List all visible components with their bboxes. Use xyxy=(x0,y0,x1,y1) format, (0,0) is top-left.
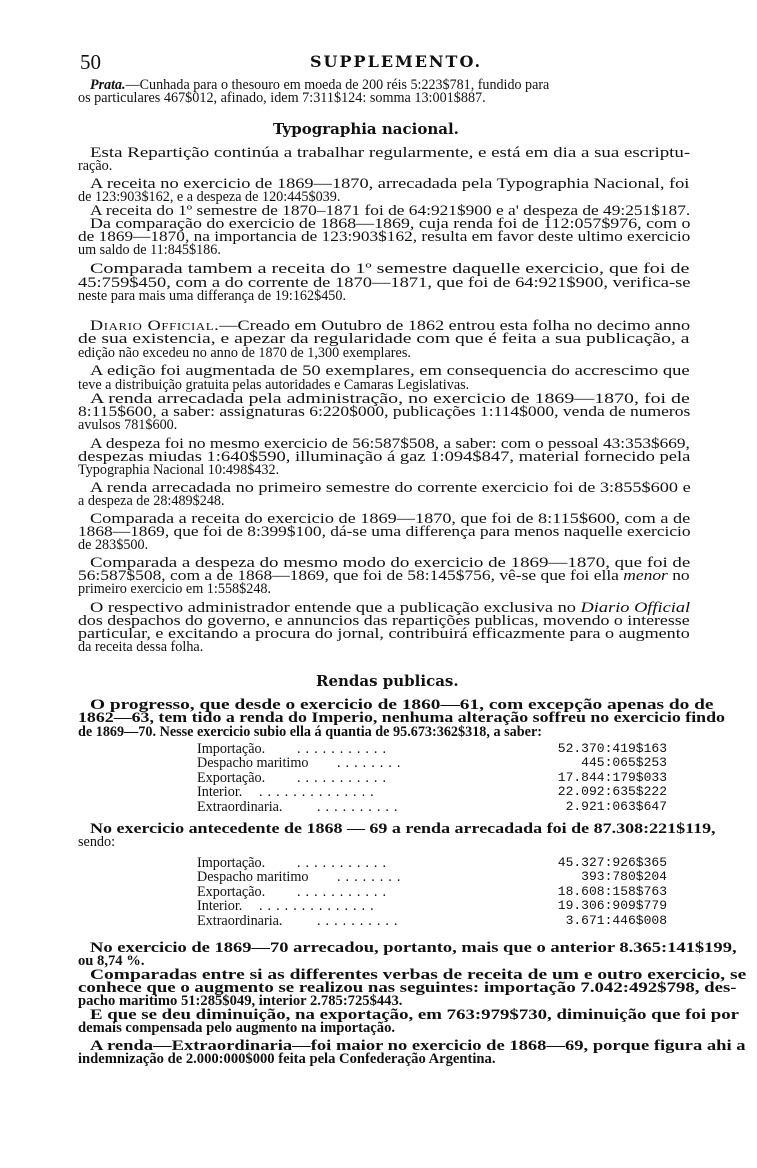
text-line: ou 8,74 %. xyxy=(78,953,145,969)
leader-dots: .............. xyxy=(259,784,379,801)
text-line: de 1869—1870, na importancia de 123:903$162, resulta em favor deste ultimo exercicio xyxy=(78,229,691,245)
text-line: 45:759$450, com a do corrente de 1870—1871, que foi de 64:921$900, verifica-se xyxy=(78,275,691,291)
leader-dots: ........ xyxy=(337,755,406,772)
text-line: de 1869—70. Nesse exercicio subio ella á quantia de 95.673:362$318, a saber: xyxy=(78,724,542,740)
row-value: 393:780$204 xyxy=(581,869,667,885)
text-line: Comparadas entre si as differentes verbas de receita de um e outro exercicio, se xyxy=(90,967,747,983)
text-line: sendo: xyxy=(78,834,116,850)
text-line: teve a distribuição gratuita pelas autoridades e Camaras Legislativas. xyxy=(78,377,470,393)
section-heading-typographia: Typographia nacional. xyxy=(273,120,459,138)
diario-label: Diario Official. xyxy=(90,318,220,334)
text-line: 8:115$600, a saber: assignaturas 6:220$000, publicações 1:114$000, venda de numeros xyxy=(78,404,691,420)
row-value: 52.370:419$163 xyxy=(557,741,667,756)
text-line: particular, e excitando a procura do jornal, contribuirá efficazmente para o augmento xyxy=(78,626,690,642)
row-value: 2.921:063$647 xyxy=(565,798,667,814)
table-row xyxy=(197,756,667,770)
text-line: demais compensada pelo augmento na importação. xyxy=(78,1020,396,1036)
text-line: E que se deu diminuição, na exportação, em 763:979$730, diminuição que foi por xyxy=(90,1007,740,1023)
text-line: conhece que o augmento se realizou nas seguintes: importação 7.042:492$798, des- xyxy=(78,980,737,996)
row-value: 17.844:179$033 xyxy=(557,769,667,785)
text-line: A edição foi augmentada de 50 exemplares, em consequencia do accrescimo que xyxy=(90,363,690,379)
row-label: Exportação. xyxy=(197,883,266,900)
row-label: Exportação. xyxy=(197,769,266,786)
text-line: Da comparação do exercicio de 1868—1869, cuja renda foi de 112:057$976, com o xyxy=(90,216,691,232)
table-row xyxy=(197,885,667,899)
text-line: O respectivo administrador entende que a publicação exclusiva no Diario Official xyxy=(90,600,691,616)
prata-label: Prata. xyxy=(90,77,126,93)
text-line: dos despachos do governo, e annuncios das repartições publicas, movendo o interesse xyxy=(78,613,690,629)
leader-dots: .......... xyxy=(317,798,403,815)
row-label: Despacho maritimo xyxy=(197,869,309,886)
row-label: Extraordinaria. xyxy=(197,912,283,929)
row-value: 18.608:158$763 xyxy=(557,883,667,899)
revenue-table-1869-70 xyxy=(197,742,667,814)
text-line: despezas miudas 1:640$590, illuminação á gaz 1:094$847, material fornecido pela xyxy=(78,449,691,465)
table-row xyxy=(197,914,667,928)
text-line: de 123:903$162, e a despeza de 120:445$039. xyxy=(78,189,341,205)
prata-text: —Cunhada para o thesouro em moeda de 200 réis 5:223$781, fundido para xyxy=(125,77,550,93)
leader-dots: ........... xyxy=(297,855,392,871)
row-label: Interior. xyxy=(197,898,243,915)
text-line: da receita dessa folha. xyxy=(78,639,204,655)
text-line: No exercicio de 1869—70 arrecadou, portanto, mais que o anterior 8.365:141$199, xyxy=(90,940,737,956)
text-line: de 283$500. xyxy=(78,537,149,553)
row-value: 45.327:926$365 xyxy=(557,855,667,870)
text-line: 1862—63, tem tido a renda do Imperio, nenhuma alteração soffreu no exercicio findo xyxy=(78,710,725,726)
text-line: de sua existencia, e apezar da regularidade com que é feita a sua publicação, a xyxy=(78,331,690,347)
revenue-table-1868-69 xyxy=(197,856,667,928)
leader-dots: ........... xyxy=(297,769,392,786)
row-label: Extraordinaria. xyxy=(197,798,283,815)
table-row xyxy=(197,785,667,799)
text-line: A receita no exercicio de 1869—1870, arrecadada pela Typographia Nacional, foi xyxy=(90,176,690,192)
row-value: 19.306:909$779 xyxy=(557,898,667,914)
leader-dots: .......... xyxy=(317,912,403,929)
text-line: neste para mais uma differança de 19:162$450. xyxy=(78,288,347,304)
text-line: um saldo de 11:845$186. xyxy=(78,242,221,258)
table-row xyxy=(197,771,667,785)
page-number: 50 xyxy=(80,50,101,74)
leader-dots: ........... xyxy=(297,741,392,757)
table-row xyxy=(197,800,667,814)
row-value: 22.092:635$222 xyxy=(557,784,667,800)
text-line: Comparada a receita do exercicio de 1869—1870, que foi de 8:115$600, com a de xyxy=(90,511,691,527)
table-row xyxy=(197,856,667,870)
text-line: a despeza de 28:489$248. xyxy=(78,493,225,509)
text-line: Comparada a despeza do mesmo modo do exercicio de 1869—1870, que foi de xyxy=(90,555,691,571)
text-line: A renda arrecadada pela administração, no exercicio de 1869—1870, foi de xyxy=(90,391,690,407)
text-line: O progresso, que desde o exercicio de 1860—61, com excepção apenas do de xyxy=(90,697,714,713)
row-label: Importação. xyxy=(197,741,266,757)
running-title: SUPPLEMENTO. xyxy=(310,52,483,71)
text-line: ração. xyxy=(78,158,113,174)
table-row xyxy=(197,742,667,756)
text-line: A despeza foi no mesmo exercicio de 56:587$508, a saber: com o pessoal 43:353$669, xyxy=(90,436,690,452)
text-line: Typographia Nacional 10:498$432. xyxy=(78,462,280,478)
row-value: 445:065$253 xyxy=(581,755,667,771)
text-line: Comparada tambem a receita do 1º semestre daquelle exercicio, que foi de xyxy=(90,261,690,277)
text-line: Esta Repartição continúa a trabalhar regularmente, e está em dia a sua escriptu- xyxy=(90,145,691,161)
text-line: avulsos 781$600. xyxy=(78,417,178,433)
text-line: A renda—Extraordinaria—foi maior no exercicio de 1868—69, porque figura ahi a xyxy=(90,1038,746,1054)
prata-line-2: os particulares 467$012, afinado, idem 7:311$124: somma 13:001$887. xyxy=(78,90,486,106)
text-line: A receita do 1º semestre de 1870–1871 foi de 64:921$900 e a' despeza de 49:251$187. xyxy=(90,203,691,219)
row-value: 3.671:446$008 xyxy=(565,912,667,928)
text-line: 1868—1869, que foi de 8:399$100, dá-se uma differença para menos naquelle exercicio xyxy=(78,524,691,540)
table-row xyxy=(197,870,667,884)
section-heading-rendas: Rendas publicas. xyxy=(316,672,459,690)
row-label: Interior. xyxy=(197,784,243,801)
text-line: edição não excedeu no anno de 1870 de 1,300 exemplares. xyxy=(78,345,411,361)
table-row xyxy=(197,899,667,913)
leader-dots: ........ xyxy=(337,869,406,886)
text-line: primeiro exercicio em 1:558$248. xyxy=(78,581,272,597)
row-label: Importação. xyxy=(197,855,266,871)
text-line: A renda arrecadada no primeiro semestre do corrente exercicio foi de 3:855$600 e xyxy=(90,480,691,496)
text-line: 56:587$508, com a de 1868—1869, que foi de 58:145$756, vê-se que foi ella menor no xyxy=(78,568,690,584)
leader-dots: ........... xyxy=(297,883,392,900)
leader-dots: .............. xyxy=(259,898,379,915)
text-line: pacho maritimo 51:285$049, interior 2.785:725$443. xyxy=(78,993,403,1009)
text-line: No exercicio antecedente de 1868 — 69 a renda arrecadada foi de 87.308:221$119, xyxy=(90,821,716,837)
diario-text: —Creado em Outubro de 1862 entrou esta folha no decimo anno xyxy=(219,318,691,334)
diario-official-italic: Diario Official xyxy=(580,600,691,616)
emphasis: menor xyxy=(623,568,668,584)
text-line: indemnização de 2.000:000$000 feita pela Confederação Argentina. xyxy=(78,1051,496,1067)
row-label: Despacho maritimo xyxy=(197,755,309,772)
